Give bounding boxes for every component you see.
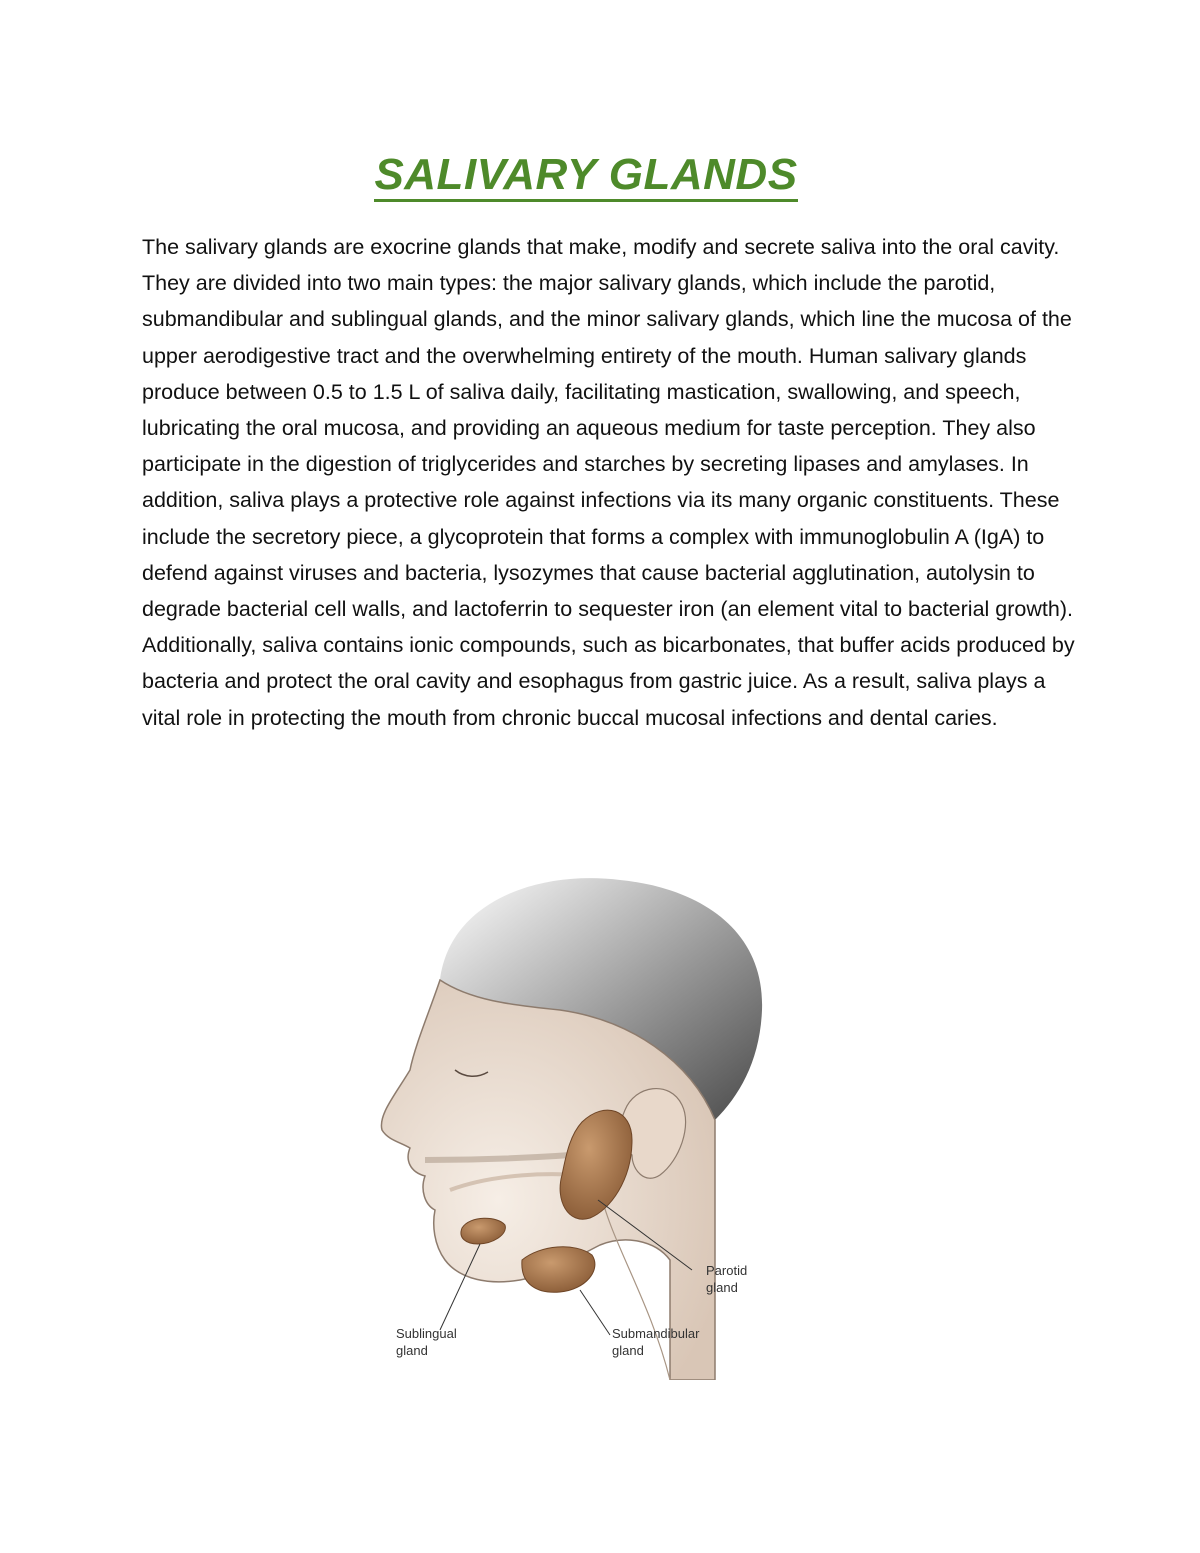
head-anatomy-drawing: [370, 860, 770, 1380]
parotid-label-line1: Parotid: [706, 1263, 748, 1278]
parotid-gland-label: [706, 1262, 747, 1296]
title-text: SALIVARY GLANDS: [374, 150, 797, 202]
parotid-label-line2: gland: [706, 1280, 738, 1295]
body-paragraph: The salivary glands are exocrine glands that make, modify and secrete saliva into the oral cavity. They are divided into two main types: the major salivary glands, which include the parotid, submandibular and sublingual glands, and the minor salivary glands, which line the mucosa of the upper aerodigestive tract and the overwhelming entirety of the mouth. Human salivary glands produce between 0.5 to 1.5 L of saliva daily, facilitating mastication, swallowing, and speech, lubricating the oral mucosa, and providing an aqueous medium for taste perception. They also participate in the digestion of triglycerides and starches by secreting lipases and amylases. In addition, saliva plays a protective role against infections via its many organic constituents. These include the secretory piece, a glycoprotein that forms a complex with immunoglobulin A (IgA) to defend against viruses and bacteria, lysozymes that cause bacterial agglutination, autolysin to degrade bacterial cell walls, and lactoferrin to sequester iron (an element vital to bacterial growth). Additionally, saliva contains ionic compounds, such as bicarbonates, that buffer acids produced by bacteria and protect the oral cavity and esophagus from gastric juice. As a result, saliva plays a vital role in protecting the mouth from chronic buccal mucosal infections and dental caries.: [142, 235, 1075, 730]
sublingual-label-line1: Sublingual: [396, 1326, 457, 1341]
submandibular-label-line1: Submandibular: [612, 1326, 700, 1341]
sublingual-label-line2: gland: [396, 1343, 428, 1358]
submandibular-gland-label: [612, 1325, 699, 1359]
salivary-glands-illustration: [370, 860, 770, 1380]
sublingual-gland-label: [396, 1325, 457, 1359]
submandibular-label-line2: gland: [612, 1343, 644, 1358]
page-title: [0, 150, 1172, 200]
submandibular-gland-shape: [522, 1247, 595, 1292]
